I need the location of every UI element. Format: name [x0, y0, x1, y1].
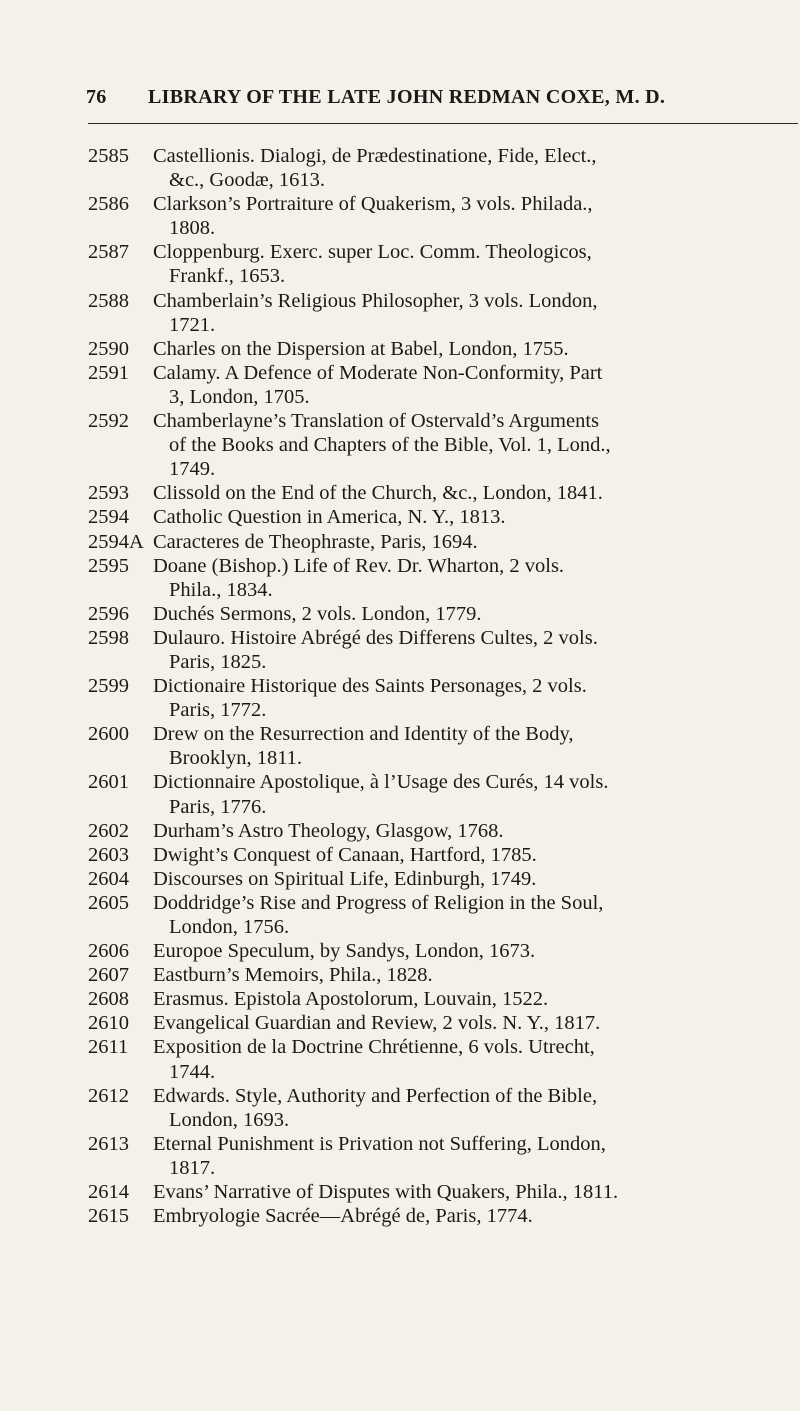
entry-line: Clarkson’s Portraiture of Quakerism, 3 vols. Philada.,: [153, 193, 593, 216]
catalogue-entry: [88, 1132, 793, 1180]
entry-text: [153, 819, 793, 843]
entry-line: Erasmus. Epistola Apostolorum, Louvain, 1522.: [153, 988, 549, 1011]
entry-number: 2613: [88, 1132, 129, 1155]
entry-line: 1749.: [169, 458, 216, 481]
catalogue-entry: [88, 843, 793, 867]
entry-text: [153, 626, 793, 674]
running-header: [86, 86, 665, 109]
catalogue-entry: [88, 1011, 793, 1035]
catalogue-entry: [88, 1035, 793, 1083]
entry-line: London, 1693.: [169, 1108, 290, 1131]
entry-number: 2606: [88, 940, 129, 963]
entry-text: [153, 963, 793, 987]
catalogue-entry: [88, 192, 793, 240]
entry-line: Durham’s Astro Theology, Glasgow, 1768.: [153, 819, 504, 842]
entry-line: Dictionnaire Apostolique, à l’Usage des Curés, 14 vols.: [153, 771, 609, 794]
catalogue-entry: [88, 770, 793, 818]
entry-number: 2592: [88, 410, 129, 433]
catalogue-entry: [88, 240, 793, 288]
entry-number: 2601: [88, 771, 129, 794]
entry-line: Phila., 1834.: [169, 578, 273, 601]
entry-line: Caracteres de Theophraste, Paris, 1694.: [153, 530, 478, 553]
entry-number: 2599: [88, 675, 129, 698]
catalogue-entry: [88, 1084, 793, 1132]
catalogue-entry: [88, 1204, 793, 1228]
entry-line: Cloppenburg. Exerc. super Loc. Comm. Theologicos,: [153, 241, 592, 264]
catalogue-entry: [88, 409, 793, 481]
entry-text: [153, 1035, 793, 1083]
entry-text: [153, 987, 793, 1011]
entry-line: Calamy. A Defence of Moderate Non-Conformity, Part: [153, 361, 603, 384]
entry-text: [153, 337, 793, 361]
catalogue-entry: [88, 530, 793, 554]
header-title: LIBRARY OF THE LATE JOHN REDMAN COXE, M. D.: [148, 86, 666, 108]
entry-number: 2594A: [88, 530, 144, 553]
entry-line: Chamberlain’s Religious Philosopher, 3 vols. London,: [153, 289, 598, 312]
entry-text: [153, 409, 793, 481]
entry-text: [153, 939, 793, 963]
entry-number: 2604: [88, 867, 129, 890]
entry-number: 2608: [88, 988, 129, 1011]
entry-text: [153, 1132, 793, 1180]
entry-line: Brooklyn, 1811.: [169, 747, 303, 770]
entry-number: 2590: [88, 337, 129, 360]
entry-text: [153, 674, 793, 722]
entry-line: London, 1756.: [169, 916, 290, 938]
catalogue-entry: [88, 867, 793, 891]
entry-number: 2611: [88, 1036, 129, 1059]
entry-number: 2598: [88, 626, 129, 649]
entry-line: Doane (Bishop.) Life of Rev. Dr. Wharton, 2 vols.: [153, 554, 565, 577]
entry-line: Doddridge’s Rise and Progress of Religion in the Soul,: [153, 891, 604, 914]
catalogue-entry: [88, 602, 793, 626]
entry-line: Europoe Speculum, by Sandys, London, 1673.: [153, 940, 536, 963]
catalogue-entry: [88, 144, 793, 192]
catalogue-entry: [88, 939, 793, 963]
entry-text: [153, 361, 793, 409]
entry-line: Duchés Sermons, 2 vols. London, 1779.: [153, 602, 482, 625]
entry-line: Paris, 1825.: [169, 650, 267, 673]
entry-text: [153, 1204, 793, 1228]
entry-number: 2610: [88, 1012, 129, 1035]
entry-line: 3, London, 1705.: [169, 385, 310, 408]
entry-line: Drew on the Resurrection and Identity of the Body,: [153, 723, 574, 746]
catalogue-entry: [88, 554, 793, 602]
catalogue-entry: [88, 626, 793, 674]
entry-line: Eternal Punishment is Privation not Suffering, London,: [153, 1132, 606, 1155]
catalogue-entry: [88, 987, 793, 1011]
entry-text: [153, 481, 793, 505]
entry-number: 2602: [88, 819, 129, 842]
entry-text: [153, 1011, 793, 1035]
entry-number: 2605: [88, 891, 129, 914]
catalogue-entry: [88, 337, 793, 361]
entry-line: Eastburn’s Memoirs, Phila., 1828.: [153, 964, 433, 987]
entry-text: [153, 722, 793, 770]
entry-line: Dulauro. Histoire Abrégé des Differens Cultes, 2 vols.: [153, 626, 598, 649]
catalogue-entry: [88, 963, 793, 987]
entry-number: 2585: [88, 145, 129, 167]
entry-list: [88, 144, 793, 1228]
entry-line: Chamberlayne’s Translation of Ostervald’s Arguments: [153, 410, 600, 433]
entry-text: [153, 289, 793, 337]
entry-number: 2615: [88, 1205, 129, 1228]
catalogue-entry: [88, 289, 793, 337]
entry-text: [153, 530, 793, 554]
entry-line: Dwight’s Conquest of Canaan, Hartford, 1785.: [153, 843, 537, 866]
entry-line: &c., Goodæ, 1613.: [169, 169, 326, 192]
entry-line: Catholic Question in America, N. Y., 1813.: [153, 506, 506, 529]
entry-number: 2607: [88, 964, 129, 987]
entry-text: [153, 1180, 793, 1204]
entry-text: [153, 554, 793, 602]
entry-line: Paris, 1772.: [169, 699, 267, 722]
entry-line: 1721.: [169, 313, 216, 336]
entry-text: [153, 602, 793, 626]
catalogue-entry: [88, 722, 793, 770]
entry-line: 1817.: [169, 1156, 216, 1179]
entry-line: Discourses on Spiritual Life, Edinburgh, 1749.: [153, 867, 537, 890]
entry-number: 2614: [88, 1181, 129, 1204]
catalogue-entry: [88, 891, 793, 939]
entry-number: 2594: [88, 506, 129, 529]
catalogue-entry: [88, 1180, 793, 1204]
entry-line: Edwards. Style, Authority and Perfection of the Bible,: [153, 1084, 598, 1107]
entry-line: 1744.: [169, 1060, 216, 1083]
entry-line: 1808.: [169, 217, 216, 240]
header-rule: [88, 123, 798, 124]
entry-line: Frankf., 1653.: [169, 265, 286, 288]
entry-number: 2595: [88, 554, 129, 577]
entry-text: [153, 240, 793, 288]
entry-number: 2586: [88, 193, 129, 216]
entry-text: [153, 891, 793, 939]
entry-text: [153, 192, 793, 240]
entry-number: 2596: [88, 602, 129, 625]
entry-text: [153, 1084, 793, 1132]
entry-number: 2588: [88, 289, 129, 312]
entry-number: 2600: [88, 723, 129, 746]
entry-line: Evangelical Guardian and Review, 2 vols. N. Y., 1817.: [153, 1012, 601, 1035]
entry-line: of the Books and Chapters of the Bible, Vol. 1, Lond.,: [169, 434, 611, 457]
entry-text: [153, 843, 793, 867]
entry-line: Evans’ Narrative of Disputes with Quakers, Phila., 1811.: [153, 1181, 619, 1204]
entry-text: [153, 505, 793, 529]
catalogue-entry: [88, 819, 793, 843]
entry-line: Dictionaire Historique des Saints Personages, 2 vols.: [153, 675, 587, 698]
entry-number: 2591: [88, 361, 129, 384]
entry-text: [153, 770, 793, 818]
entry-number: 2587: [88, 241, 129, 264]
entry-line: Exposition de la Doctrine Chrétienne, 6 vols. Utrecht,: [153, 1036, 595, 1059]
entry-text: [153, 144, 793, 192]
entry-number: 2603: [88, 843, 129, 866]
catalogue-entry: [88, 481, 793, 505]
entry-line: Paris, 1776.: [169, 795, 267, 818]
catalogue-entry: [88, 505, 793, 529]
entry-line: Embryologie Sacrée—Abrégé de, Paris, 1774.: [153, 1205, 533, 1228]
catalogue-entry: [88, 361, 793, 409]
entry-line: Clissold on the End of the Church, &c., London, 1841.: [153, 482, 603, 505]
entry-text: [153, 867, 793, 891]
entry-number: 2612: [88, 1084, 129, 1107]
page-number: 76: [86, 86, 107, 108]
catalogue-entry: [88, 674, 793, 722]
entry-number: 2593: [88, 482, 129, 505]
entry-line: Castellionis. Dialogi, de Prædestinatione, Fide, Elect.,: [153, 145, 597, 167]
entry-line: Charles on the Dispersion at Babel, London, 1755.: [153, 337, 569, 360]
